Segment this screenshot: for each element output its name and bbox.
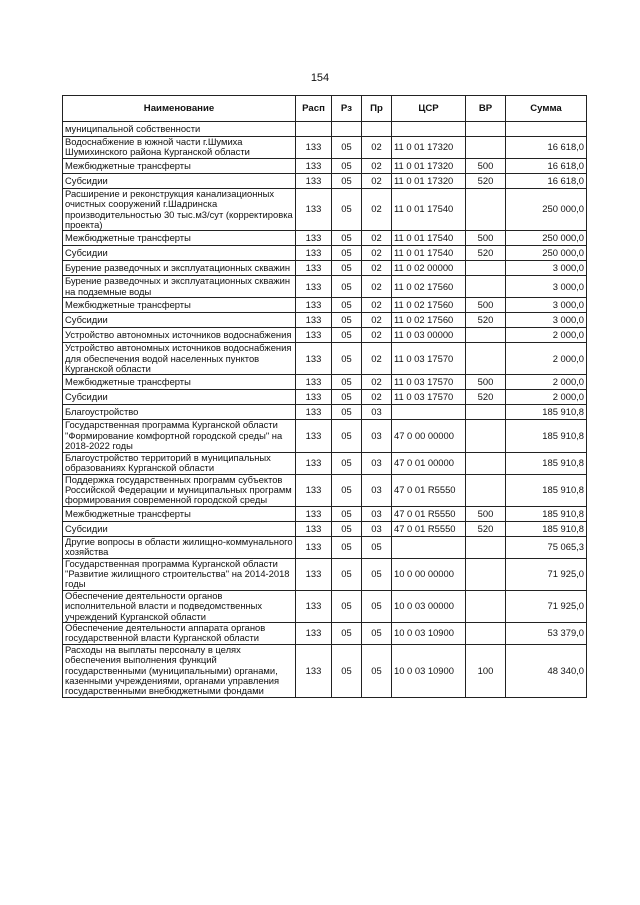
cell-rasp: 133	[296, 536, 332, 558]
header-csr: ЦСР	[392, 96, 466, 122]
cell-vr	[466, 137, 506, 159]
table-row	[63, 506, 587, 521]
table-row	[63, 474, 587, 506]
cell-pr: 02	[362, 343, 392, 375]
table-header-row	[63, 96, 587, 122]
cell-csr: 11 0 01 17320	[392, 158, 466, 173]
cell-sum: 2 000,0	[506, 343, 587, 375]
header-sum: Сумма	[506, 96, 587, 122]
cell-rz: 05	[332, 644, 362, 697]
cell-rasp: 133	[296, 343, 332, 375]
cell-rz: 05	[332, 158, 362, 173]
cell-rasp: 133	[296, 590, 332, 622]
cell-pr: 03	[362, 405, 392, 420]
table-row	[63, 158, 587, 173]
cell-name: Субсидии	[63, 246, 296, 261]
header-rasp: Расп	[296, 96, 332, 122]
cell-vr: 520	[466, 246, 506, 261]
cell-csr	[392, 405, 466, 420]
cell-vr: 500	[466, 231, 506, 246]
table-row	[63, 521, 587, 536]
cell-rz: 05	[332, 328, 362, 343]
cell-rasp: 133	[296, 231, 332, 246]
cell-sum: 3 000,0	[506, 298, 587, 313]
cell-vr	[466, 343, 506, 375]
cell-sum: 16 618,0	[506, 158, 587, 173]
cell-csr: 11 0 01 17320	[392, 173, 466, 188]
cell-sum: 48 340,0	[506, 644, 587, 697]
cell-csr: 10 0 03 10900	[392, 622, 466, 644]
cell-vr: 500	[466, 375, 506, 390]
cell-pr: 05	[362, 590, 392, 622]
table-row	[63, 558, 587, 590]
cell-sum: 53 379,0	[506, 622, 587, 644]
cell-rz: 05	[332, 313, 362, 328]
cell-vr	[466, 474, 506, 506]
cell-vr	[466, 622, 506, 644]
cell-vr	[466, 590, 506, 622]
cell-name: Расширение и реконструкция канализационных очистных сооружений г.Шадринска производительностью 30 тыс.м3/сут (корректировка проекта)	[63, 188, 296, 231]
table-row	[63, 137, 587, 159]
cell-sum: 185 910,8	[506, 474, 587, 506]
table-row	[63, 644, 587, 697]
table-row	[63, 420, 587, 452]
cell-rz	[332, 122, 362, 137]
cell-sum: 185 910,8	[506, 420, 587, 452]
cell-rz: 05	[332, 452, 362, 474]
cell-rz: 05	[332, 375, 362, 390]
table-row	[63, 622, 587, 644]
cell-name: Устройство автономных источников водоснабжения	[63, 328, 296, 343]
cell-name: Субсидии	[63, 521, 296, 536]
table-row	[63, 313, 587, 328]
cell-vr	[466, 558, 506, 590]
cell-csr: 47 0 00 00000	[392, 420, 466, 452]
cell-name: Благоустройство территорий в муниципальных образованиях Курганской области	[63, 452, 296, 474]
cell-sum: 250 000,0	[506, 231, 587, 246]
cell-rasp: 133	[296, 390, 332, 405]
cell-vr	[466, 420, 506, 452]
cell-csr: 11 0 02 17560	[392, 276, 466, 298]
cell-csr: 10 0 00 00000	[392, 558, 466, 590]
cell-pr: 02	[362, 231, 392, 246]
cell-pr: 05	[362, 644, 392, 697]
cell-rz: 05	[332, 137, 362, 159]
cell-csr: 11 0 01 17540	[392, 188, 466, 231]
cell-rasp: 133	[296, 506, 332, 521]
cell-pr: 05	[362, 536, 392, 558]
cell-sum: 2 000,0	[506, 328, 587, 343]
cell-sum: 3 000,0	[506, 276, 587, 298]
cell-rz: 05	[332, 390, 362, 405]
cell-sum: 3 000,0	[506, 313, 587, 328]
cell-csr: 11 0 03 17570	[392, 343, 466, 375]
cell-pr: 02	[362, 276, 392, 298]
header-vr: ВР	[466, 96, 506, 122]
cell-name: Поддержка государственных программ субъектов Российской Федерации и муниципальных программ формирования современной городской среды	[63, 474, 296, 506]
cell-name: Межбюджетные трансферты	[63, 298, 296, 313]
cell-pr: 02	[362, 137, 392, 159]
budget-table	[62, 95, 587, 698]
cell-sum: 71 925,0	[506, 558, 587, 590]
cell-rasp: 133	[296, 644, 332, 697]
cell-name: муниципальной собственности	[63, 122, 296, 137]
cell-pr: 05	[362, 622, 392, 644]
cell-name: Бурение разведочных и эксплуатационных скважин	[63, 261, 296, 276]
cell-pr: 02	[362, 313, 392, 328]
cell-pr: 02	[362, 173, 392, 188]
cell-rz: 05	[332, 521, 362, 536]
cell-csr: 11 0 02 00000	[392, 261, 466, 276]
cell-vr: 500	[466, 158, 506, 173]
cell-name: Бурение разведочных и эксплуатационных скважин на подземные воды	[63, 276, 296, 298]
cell-rz: 05	[332, 276, 362, 298]
cell-rasp: 133	[296, 452, 332, 474]
cell-name: Субсидии	[63, 313, 296, 328]
table-row	[63, 276, 587, 298]
cell-vr: 520	[466, 390, 506, 405]
cell-name: Субсидии	[63, 390, 296, 405]
cell-name: Расходы на выплаты персоналу в целях обеспечения выполнения функций государственными (муниципальными) органами, казенными учреждениями, органами управления государственными внебюджетными фондами	[63, 644, 296, 697]
cell-rz: 05	[332, 343, 362, 375]
cell-csr	[392, 122, 466, 137]
cell-sum: 2 000,0	[506, 375, 587, 390]
cell-pr: 03	[362, 521, 392, 536]
cell-name: Устройство автономных источников водоснабжения для обеспечения водой населенных пунктов Курганской области	[63, 343, 296, 375]
cell-pr: 02	[362, 390, 392, 405]
cell-vr	[466, 405, 506, 420]
cell-csr: 11 0 01 17540	[392, 231, 466, 246]
table-row	[63, 375, 587, 390]
cell-sum: 71 925,0	[506, 590, 587, 622]
page-number: 154	[310, 72, 330, 84]
cell-sum: 250 000,0	[506, 246, 587, 261]
cell-vr: 520	[466, 521, 506, 536]
cell-csr: 47 0 01 R5550	[392, 506, 466, 521]
cell-name: Обеспечение деятельности органов исполнительной власти и подведомственных учреждений Курганской области	[63, 590, 296, 622]
cell-sum: 16 618,0	[506, 173, 587, 188]
cell-rz: 05	[332, 536, 362, 558]
cell-rz: 05	[332, 590, 362, 622]
cell-name: Благоустройство	[63, 405, 296, 420]
cell-csr: 11 0 01 17320	[392, 137, 466, 159]
cell-csr: 10 0 03 10900	[392, 644, 466, 697]
cell-csr: 11 0 01 17540	[392, 246, 466, 261]
cell-vr	[466, 261, 506, 276]
cell-vr	[466, 536, 506, 558]
cell-rasp: 133	[296, 405, 332, 420]
cell-rz: 05	[332, 173, 362, 188]
table-body	[63, 122, 587, 698]
cell-name: Межбюджетные трансферты	[63, 375, 296, 390]
cell-sum: 185 910,8	[506, 521, 587, 536]
cell-name: Субсидии	[63, 173, 296, 188]
cell-pr: 02	[362, 328, 392, 343]
cell-rasp: 133	[296, 188, 332, 231]
cell-name: Межбюджетные трансферты	[63, 158, 296, 173]
cell-csr: 11 0 03 17570	[392, 375, 466, 390]
cell-pr: 03	[362, 474, 392, 506]
cell-pr	[362, 122, 392, 137]
cell-rasp: 133	[296, 173, 332, 188]
cell-vr	[466, 452, 506, 474]
cell-rasp: 133	[296, 558, 332, 590]
cell-rasp: 133	[296, 276, 332, 298]
cell-sum: 250 000,0	[506, 188, 587, 231]
table-row	[63, 343, 587, 375]
cell-rasp: 133	[296, 328, 332, 343]
cell-rz: 05	[332, 420, 362, 452]
cell-rz: 05	[332, 558, 362, 590]
table-row	[63, 261, 587, 276]
cell-vr	[466, 328, 506, 343]
cell-csr	[392, 536, 466, 558]
cell-csr: 47 0 01 R5550	[392, 474, 466, 506]
cell-pr: 02	[362, 188, 392, 231]
cell-name: Обеспечение деятельности аппарата органов государственной власти Курганской области	[63, 622, 296, 644]
cell-sum: 2 000,0	[506, 390, 587, 405]
cell-rasp: 133	[296, 261, 332, 276]
header-pr: Пр	[362, 96, 392, 122]
cell-rasp: 133	[296, 298, 332, 313]
cell-csr: 10 0 03 00000	[392, 590, 466, 622]
header-rz: Рз	[332, 96, 362, 122]
table-row	[63, 298, 587, 313]
table-row	[63, 390, 587, 405]
cell-vr	[466, 276, 506, 298]
cell-vr: 520	[466, 313, 506, 328]
table-row	[63, 231, 587, 246]
cell-rasp	[296, 122, 332, 137]
cell-rz: 05	[332, 405, 362, 420]
cell-rz: 05	[332, 246, 362, 261]
table-row	[63, 188, 587, 231]
cell-vr: 500	[466, 506, 506, 521]
cell-rz: 05	[332, 298, 362, 313]
cell-name: Водоснабжение в южной части г.Шумиха Шумихинского района Курганской области	[63, 137, 296, 159]
cell-pr: 02	[362, 246, 392, 261]
header-name: Наименование	[63, 96, 296, 122]
cell-rasp: 133	[296, 246, 332, 261]
cell-rasp: 133	[296, 474, 332, 506]
cell-name: Государственная программа Курганской области "Формирование комфортной городской среды" на 2018-2022 годы	[63, 420, 296, 452]
cell-sum: 16 618,0	[506, 137, 587, 159]
cell-rz: 05	[332, 506, 362, 521]
cell-vr: 100	[466, 644, 506, 697]
cell-csr: 11 0 02 17560	[392, 313, 466, 328]
table-row	[63, 405, 587, 420]
cell-pr: 02	[362, 375, 392, 390]
cell-rz: 05	[332, 622, 362, 644]
cell-rasp: 133	[296, 622, 332, 644]
table-row	[63, 328, 587, 343]
cell-rasp: 133	[296, 521, 332, 536]
cell-sum: 185 910,8	[506, 405, 587, 420]
cell-pr: 05	[362, 558, 392, 590]
cell-pr: 03	[362, 420, 392, 452]
cell-rz: 05	[332, 261, 362, 276]
cell-sum: 75 065,3	[506, 536, 587, 558]
table-row	[63, 122, 587, 137]
cell-rasp: 133	[296, 420, 332, 452]
table-row	[63, 590, 587, 622]
cell-sum: 185 910,8	[506, 506, 587, 521]
cell-vr: 500	[466, 298, 506, 313]
cell-csr: 11 0 03 17570	[392, 390, 466, 405]
cell-vr: 520	[466, 173, 506, 188]
cell-pr: 03	[362, 452, 392, 474]
cell-rasp: 133	[296, 158, 332, 173]
cell-pr: 02	[362, 158, 392, 173]
cell-rasp: 133	[296, 313, 332, 328]
cell-csr: 11 0 02 17560	[392, 298, 466, 313]
cell-rz: 05	[332, 474, 362, 506]
cell-pr: 02	[362, 298, 392, 313]
cell-pr: 02	[362, 261, 392, 276]
cell-rz: 05	[332, 231, 362, 246]
cell-name: Межбюджетные трансферты	[63, 231, 296, 246]
cell-csr: 11 0 03 00000	[392, 328, 466, 343]
cell-sum: 185 910,8	[506, 452, 587, 474]
cell-rz: 05	[332, 188, 362, 231]
table-row	[63, 173, 587, 188]
cell-csr: 47 0 01 00000	[392, 452, 466, 474]
cell-csr: 47 0 01 R5550	[392, 521, 466, 536]
cell-rasp: 133	[296, 375, 332, 390]
cell-pr: 03	[362, 506, 392, 521]
cell-name: Другие вопросы в области жилищно-коммунального хозяйства	[63, 536, 296, 558]
cell-rasp: 133	[296, 137, 332, 159]
cell-name: Государственная программа Курганской области "Развитие жилищного строительства" на 2014-2018 годы	[63, 558, 296, 590]
cell-sum: 3 000,0	[506, 261, 587, 276]
cell-vr	[466, 122, 506, 137]
table-row	[63, 246, 587, 261]
cell-sum	[506, 122, 587, 137]
cell-name: Межбюджетные трансферты	[63, 506, 296, 521]
table-row	[63, 452, 587, 474]
table-row	[63, 536, 587, 558]
cell-vr	[466, 188, 506, 231]
